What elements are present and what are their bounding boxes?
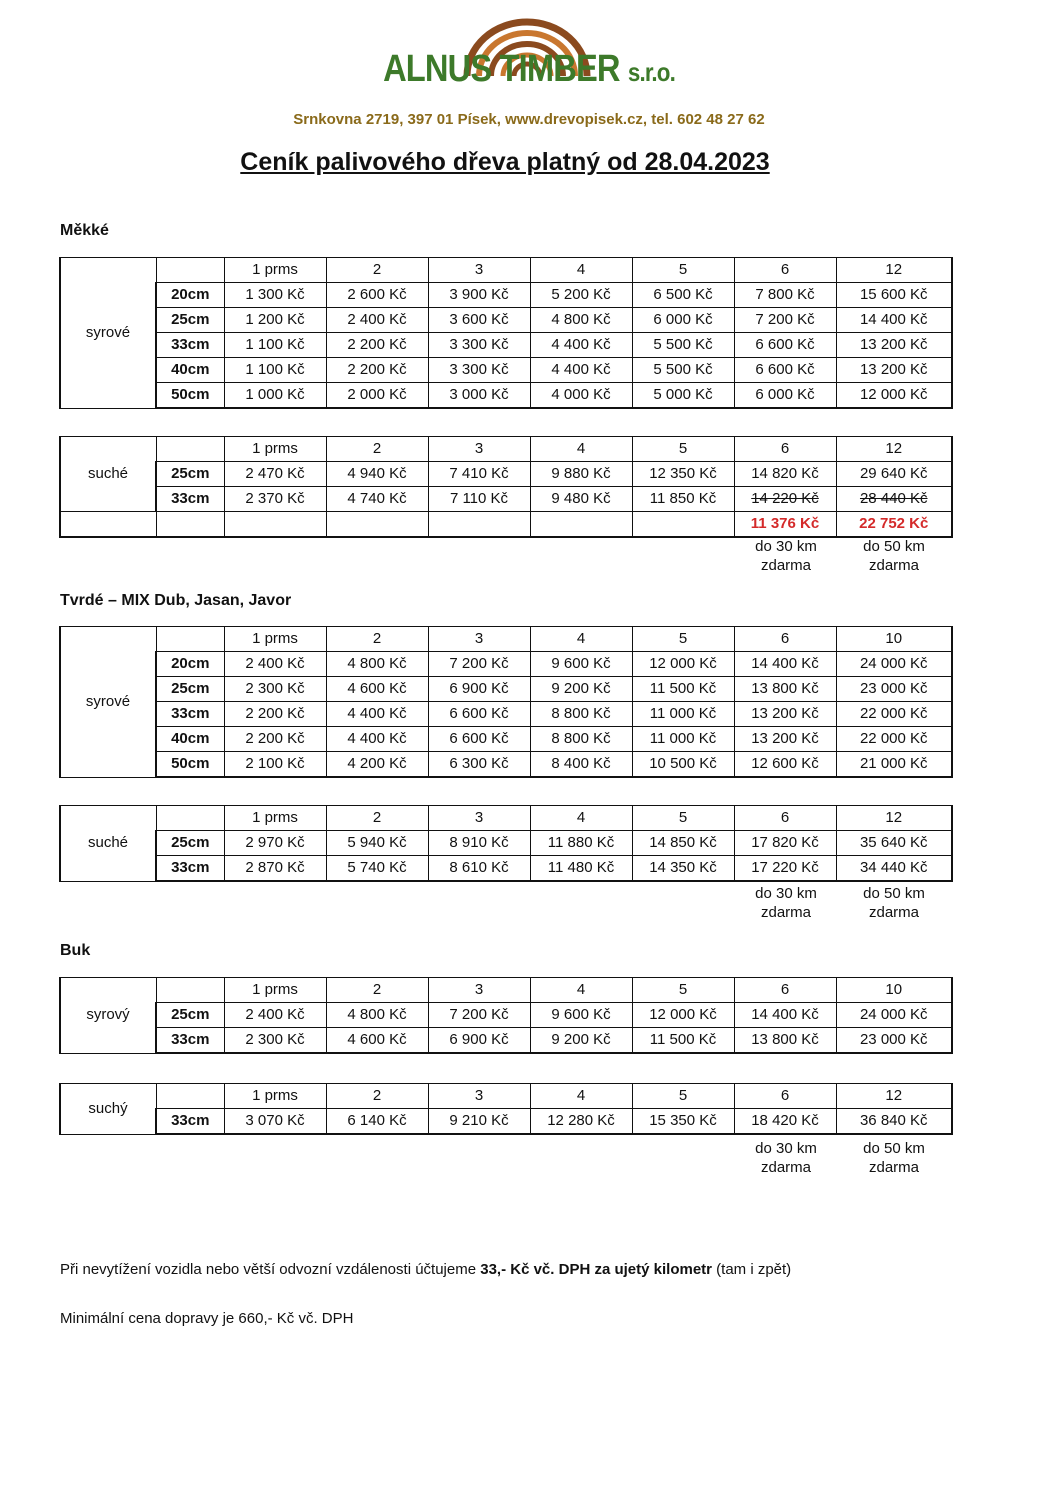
price-cell: 2 300 Kč (224, 1028, 326, 1054)
price-table-tvrde-suche (59, 805, 953, 882)
price-cell: 15 600 Kč (836, 283, 952, 308)
log-length: 33cm (156, 702, 224, 727)
price-cell: 8 800 Kč (530, 727, 632, 752)
footer-text: (tam i zpět) (712, 1261, 792, 1278)
price-cell: 13 200 Kč (734, 727, 836, 752)
price-cell: 11 850 Kč (632, 487, 734, 512)
price-cell: 6 140 Kč (326, 1109, 428, 1135)
empty-cell (156, 627, 224, 652)
logo-suffix: s.r.o. (627, 57, 675, 87)
price-cell: 9 600 Kč (530, 652, 632, 677)
quantity-header: 1 prms (224, 978, 326, 1003)
empty-cell (60, 512, 156, 538)
price-cell: 6 000 Kč (632, 308, 734, 333)
quantity-header: 2 (326, 627, 428, 652)
price-cell: 36 840 Kč (836, 1109, 952, 1135)
price-cell: 17 820 Kč (734, 831, 836, 856)
log-length: 33cm (156, 1109, 224, 1135)
price-table-mekke-syrove (59, 257, 953, 409)
price-cell: 6 600 Kč (428, 702, 530, 727)
quantity-header: 3 (428, 1084, 530, 1109)
quantity-header: 3 (428, 437, 530, 462)
price-cell: 5 200 Kč (530, 283, 632, 308)
note-line: zdarma (868, 1159, 920, 1176)
section-title-mekke: Měkké (60, 222, 109, 239)
log-length: 20cm (156, 283, 224, 308)
quantity-header: 1 prms (224, 627, 326, 652)
price-cell: 15 350 Kč (632, 1109, 734, 1135)
price-cell: 3 070 Kč (224, 1109, 326, 1135)
price-cell: 2 370 Kč (224, 487, 326, 512)
price-cell: 14 220 Kč (734, 487, 836, 512)
price-cell: 5 940 Kč (326, 831, 428, 856)
price-cell: 4 800 Kč (326, 652, 428, 677)
price-cell: 22 000 Kč (836, 727, 952, 752)
table-row (60, 652, 952, 677)
table-row (60, 856, 952, 882)
table-row (60, 752, 952, 778)
quantity-header: 2 (326, 1084, 428, 1109)
price-cell: 3 300 Kč (428, 333, 530, 358)
quantity-header: 12 (836, 806, 952, 831)
price-cell: 17 220 Kč (734, 856, 836, 882)
price-cell: 1 100 Kč (224, 358, 326, 383)
price-cell: 6 500 Kč (632, 283, 734, 308)
empty-cell (224, 512, 326, 538)
quantity-header: 12 (836, 1084, 952, 1109)
price-cell: 4 400 Kč (530, 333, 632, 358)
price-cell: 14 850 Kč (632, 831, 734, 856)
price-cell: 4 740 Kč (326, 487, 428, 512)
footer-transport-note (60, 1261, 791, 1278)
log-length: 25cm (156, 677, 224, 702)
price-cell: 12 000 Kč (632, 1003, 734, 1028)
note-line: do 50 km (863, 1140, 925, 1157)
logo-text (74, 48, 984, 91)
empty-cell (156, 978, 224, 1003)
price-cell: 3 600 Kč (428, 308, 530, 333)
price-cell: 13 200 Kč (734, 702, 836, 727)
delivery-note-12 (844, 537, 944, 575)
price-cell: 11 500 Kč (632, 1028, 734, 1054)
logo-main: ALNUS TIMBER (383, 48, 620, 90)
quantity-header: 4 (530, 1084, 632, 1109)
quantity-header: 5 (632, 627, 734, 652)
price-cell: 4 200 Kč (326, 752, 428, 778)
price-cell: 11 500 Kč (632, 677, 734, 702)
table-row (60, 383, 952, 409)
quantity-header: 5 (632, 1084, 734, 1109)
quantity-header: 5 (632, 806, 734, 831)
price-cell: 9 480 Kč (530, 487, 632, 512)
empty-cell (156, 1084, 224, 1109)
quantity-header: 4 (530, 806, 632, 831)
quantity-header: 2 (326, 978, 428, 1003)
price-cell: 2 100 Kč (224, 752, 326, 778)
promo-row (60, 512, 952, 538)
footer-min-price: Minimální cena dopravy je 660,- Kč vč. DPH (60, 1310, 354, 1327)
price-cell: 5 740 Kč (326, 856, 428, 882)
quantity-header: 5 (632, 258, 734, 283)
log-length: 25cm (156, 462, 224, 487)
price-cell: 5 500 Kč (632, 358, 734, 383)
price-cell: 12 600 Kč (734, 752, 836, 778)
note-line: zdarma (760, 557, 812, 574)
price-cell: 6 300 Kč (428, 752, 530, 778)
price-cell: 4 400 Kč (326, 702, 428, 727)
header-row (60, 258, 952, 283)
delivery-note-6 (736, 884, 836, 922)
header-row (60, 627, 952, 652)
price-cell: 7 200 Kč (428, 1003, 530, 1028)
header-row (60, 806, 952, 831)
dryness-label: syrové (60, 627, 156, 778)
price-cell: 8 610 Kč (428, 856, 530, 882)
price-cell: 14 400 Kč (836, 308, 952, 333)
promo-price: 11 376 Kč (734, 512, 836, 538)
quantity-header: 3 (428, 978, 530, 1003)
price-cell: 28 440 Kč (836, 487, 952, 512)
price-cell: 2 400 Kč (224, 1003, 326, 1028)
log-length: 33cm (156, 487, 224, 512)
price-cell: 4 800 Kč (326, 1003, 428, 1028)
delivery-note-12 (844, 884, 944, 922)
quantity-header: 6 (734, 978, 836, 1003)
delivery-note-6 (736, 537, 836, 575)
price-cell: 4 600 Kč (326, 1028, 428, 1054)
empty-cell (530, 512, 632, 538)
price-cell: 11 000 Kč (632, 702, 734, 727)
price-cell: 4 000 Kč (530, 383, 632, 409)
price-cell: 14 400 Kč (734, 652, 836, 677)
table-row (60, 358, 952, 383)
section-title-tvrde: Tvrdé – MIX Dub, Jasan, Javor (60, 592, 292, 609)
price-cell: 8 400 Kč (530, 752, 632, 778)
price-cell: 9 880 Kč (530, 462, 632, 487)
note-line: do 50 km (863, 885, 925, 902)
quantity-header: 4 (530, 437, 632, 462)
price-cell: 9 200 Kč (530, 677, 632, 702)
price-cell: 7 800 Kč (734, 283, 836, 308)
price-cell: 9 200 Kč (530, 1028, 632, 1054)
price-cell: 13 200 Kč (836, 333, 952, 358)
note-line: zdarma (760, 1159, 812, 1176)
table-row (60, 333, 952, 358)
header-row (60, 978, 952, 1003)
quantity-header: 6 (734, 1084, 836, 1109)
price-cell: 12 000 Kč (632, 652, 734, 677)
note-line: do 30 km (755, 1140, 817, 1157)
table-row (60, 831, 952, 856)
dryness-label: syrové (60, 258, 156, 409)
price-cell: 7 410 Kč (428, 462, 530, 487)
note-line: zdarma (868, 557, 920, 574)
price-table-tvrde-syrove (59, 626, 953, 778)
price-cell: 11 880 Kč (530, 831, 632, 856)
price-cell: 7 200 Kč (428, 652, 530, 677)
empty-cell (326, 512, 428, 538)
price-cell: 6 900 Kč (428, 1028, 530, 1054)
price-cell: 3 300 Kč (428, 358, 530, 383)
promo-price: 22 752 Kč (836, 512, 952, 538)
dryness-label: syrový (60, 978, 156, 1054)
quantity-header: 12 (836, 258, 952, 283)
header-row (60, 437, 952, 462)
price-cell: 13 800 Kč (734, 677, 836, 702)
price-cell: 4 940 Kč (326, 462, 428, 487)
quantity-header: 4 (530, 627, 632, 652)
log-length: 50cm (156, 383, 224, 409)
quantity-header: 2 (326, 258, 428, 283)
quantity-header: 6 (734, 806, 836, 831)
logo (0, 18, 1058, 98)
price-cell: 12 280 Kč (530, 1109, 632, 1135)
price-table-buk-suchy (59, 1083, 953, 1135)
quantity-header: 10 (836, 978, 952, 1003)
price-cell: 6 900 Kč (428, 677, 530, 702)
price-table-mekke-suche (59, 436, 953, 538)
table-row (60, 1003, 952, 1028)
price-cell: 1 200 Kč (224, 308, 326, 333)
price-cell: 22 000 Kč (836, 702, 952, 727)
log-length: 25cm (156, 1003, 224, 1028)
quantity-header: 1 prms (224, 258, 326, 283)
price-cell: 1 300 Kč (224, 283, 326, 308)
empty-cell (156, 806, 224, 831)
dryness-label: suché (60, 437, 156, 512)
note-line: do 30 km (755, 885, 817, 902)
log-length: 40cm (156, 727, 224, 752)
price-cell: 21 000 Kč (836, 752, 952, 778)
table-row (60, 487, 952, 512)
section-title-buk: Buk (60, 942, 91, 959)
note-line: do 50 km (863, 538, 925, 555)
log-length: 40cm (156, 358, 224, 383)
price-cell: 4 400 Kč (326, 727, 428, 752)
price-cell: 6 600 Kč (428, 727, 530, 752)
price-cell: 23 000 Kč (836, 677, 952, 702)
empty-cell (156, 512, 224, 538)
price-cell: 18 420 Kč (734, 1109, 836, 1135)
price-cell: 4 400 Kč (530, 358, 632, 383)
price-cell: 6 600 Kč (734, 333, 836, 358)
quantity-header: 4 (530, 258, 632, 283)
price-cell: 29 640 Kč (836, 462, 952, 487)
price-cell: 2 870 Kč (224, 856, 326, 882)
price-cell: 5 500 Kč (632, 333, 734, 358)
header-row (60, 1084, 952, 1109)
table-row (60, 702, 952, 727)
quantity-header: 5 (632, 978, 734, 1003)
price-cell: 9 210 Kč (428, 1109, 530, 1135)
price-cell: 2 200 Kč (224, 702, 326, 727)
quantity-header: 5 (632, 437, 734, 462)
empty-cell (632, 512, 734, 538)
page-title: Ceník palivového dřeva platný od 28.04.2023 (240, 148, 770, 176)
price-cell: 2 200 Kč (326, 358, 428, 383)
price-cell: 13 800 Kč (734, 1028, 836, 1054)
table-row (60, 283, 952, 308)
company-address: Srnkovna 2719, 397 01 Písek, www.drevopisek.cz, tel. 602 48 27 62 (293, 111, 765, 128)
price-cell: 2 200 Kč (224, 727, 326, 752)
note-line: zdarma (760, 904, 812, 921)
price-cell: 11 480 Kč (530, 856, 632, 882)
price-cell: 12 000 Kč (836, 383, 952, 409)
price-cell: 8 910 Kč (428, 831, 530, 856)
log-length: 20cm (156, 652, 224, 677)
price-cell: 6 000 Kč (734, 383, 836, 409)
quantity-header: 3 (428, 258, 530, 283)
price-cell: 1 100 Kč (224, 333, 326, 358)
empty-cell (428, 512, 530, 538)
price-cell: 4 600 Kč (326, 677, 428, 702)
price-cell: 2 200 Kč (326, 333, 428, 358)
log-length: 33cm (156, 333, 224, 358)
price-cell: 2 400 Kč (326, 308, 428, 333)
price-cell: 2 400 Kč (224, 652, 326, 677)
table-row (60, 677, 952, 702)
quantity-header: 1 prms (224, 1084, 326, 1109)
table-row (60, 1109, 952, 1135)
price-cell: 2 600 Kč (326, 283, 428, 308)
quantity-header: 3 (428, 806, 530, 831)
price-cell: 35 640 Kč (836, 831, 952, 856)
price-cell: 5 000 Kč (632, 383, 734, 409)
quantity-header: 12 (836, 437, 952, 462)
price-cell: 3 000 Kč (428, 383, 530, 409)
log-length: 33cm (156, 1028, 224, 1054)
quantity-header: 6 (734, 258, 836, 283)
price-cell: 2 970 Kč (224, 831, 326, 856)
price-cell: 11 000 Kč (632, 727, 734, 752)
price-cell: 14 820 Kč (734, 462, 836, 487)
note-line: do 30 km (755, 538, 817, 555)
empty-cell (156, 258, 224, 283)
quantity-header: 6 (734, 437, 836, 462)
price-cell: 23 000 Kč (836, 1028, 952, 1054)
log-length: 33cm (156, 856, 224, 882)
price-cell: 9 600 Kč (530, 1003, 632, 1028)
price-cell: 34 440 Kč (836, 856, 952, 882)
price-cell: 12 350 Kč (632, 462, 734, 487)
price-cell: 6 600 Kč (734, 358, 836, 383)
quantity-header: 10 (836, 627, 952, 652)
table-row (60, 1028, 952, 1054)
price-cell: 24 000 Kč (836, 652, 952, 677)
quantity-header: 1 prms (224, 437, 326, 462)
quantity-header: 2 (326, 806, 428, 831)
empty-cell (156, 437, 224, 462)
dryness-label: suchý (60, 1084, 156, 1135)
price-cell: 4 800 Kč (530, 308, 632, 333)
delivery-note-12 (844, 1139, 944, 1177)
delivery-note-6 (736, 1139, 836, 1177)
price-cell: 24 000 Kč (836, 1003, 952, 1028)
note-line: zdarma (868, 904, 920, 921)
price-cell: 7 200 Kč (734, 308, 836, 333)
price-cell: 3 900 Kč (428, 283, 530, 308)
quantity-header: 6 (734, 627, 836, 652)
price-cell: 8 800 Kč (530, 702, 632, 727)
footer-text-bold: 33,- Kč vč. DPH za ujetý kilometr (480, 1261, 712, 1278)
price-table-buk-syrovy (59, 977, 953, 1054)
price-cell: 14 350 Kč (632, 856, 734, 882)
price-cell: 2 000 Kč (326, 383, 428, 409)
price-cell: 10 500 Kč (632, 752, 734, 778)
price-cell: 2 470 Kč (224, 462, 326, 487)
price-cell: 2 300 Kč (224, 677, 326, 702)
log-length: 25cm (156, 831, 224, 856)
price-cell: 13 200 Kč (836, 358, 952, 383)
table-row (60, 308, 952, 333)
quantity-header: 3 (428, 627, 530, 652)
log-length: 50cm (156, 752, 224, 778)
footer-text: Při nevytížení vozidla nebo větší odvozní vzdálenosti účtujeme (60, 1261, 481, 1278)
table-row (60, 462, 952, 487)
table-row (60, 727, 952, 752)
price-cell: 7 110 Kč (428, 487, 530, 512)
dryness-label: suché (60, 806, 156, 882)
log-length: 25cm (156, 308, 224, 333)
quantity-header: 4 (530, 978, 632, 1003)
price-cell: 14 400 Kč (734, 1003, 836, 1028)
price-cell: 1 000 Kč (224, 383, 326, 409)
quantity-header: 2 (326, 437, 428, 462)
quantity-header: 1 prms (224, 806, 326, 831)
